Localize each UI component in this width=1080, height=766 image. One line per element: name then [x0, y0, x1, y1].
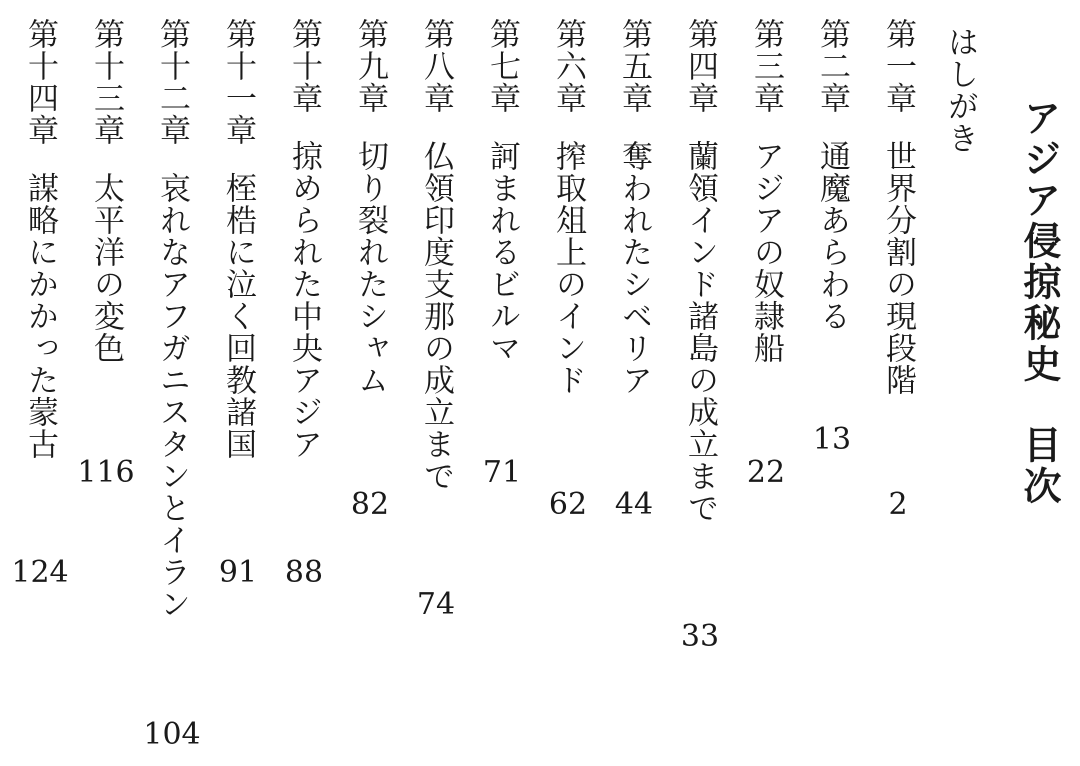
page-number: 74: [416, 587, 456, 622]
page-number: 82: [350, 487, 390, 522]
toc-entry: [143, 18, 201, 752]
chapter-title: 奪われたシベリア: [616, 140, 652, 396]
toc-entry: [612, 18, 656, 522]
chapter-number: 第三章: [748, 18, 784, 114]
chapter-title: 哀れなアフガニスタンとイラン: [154, 172, 190, 620]
toc-heading: 目次: [1017, 425, 1061, 507]
chapter-title: 謀略にかかった蒙古: [22, 172, 58, 460]
chapter-number: 第八章: [418, 18, 454, 114]
toc-entry: [77, 18, 135, 490]
page-number: 91: [218, 555, 258, 590]
page-number: 13: [812, 422, 852, 457]
chapter-title: 仏領印度支那の成立まで: [418, 140, 454, 492]
chapter-number: 第十章: [286, 18, 322, 114]
chapter-number: 第四章: [682, 18, 718, 114]
chapter-number: 第五章: [616, 18, 652, 114]
toc-entry: [414, 18, 458, 622]
chapter-title: 蘭領インド諸島の成立まで: [682, 140, 718, 524]
page-number: 88: [284, 555, 324, 590]
toc-entry: [216, 18, 260, 590]
toc-entry: [282, 18, 326, 590]
chapter-title: 切り裂れたシャム: [352, 140, 388, 396]
toc-entry: [480, 18, 524, 490]
toc-entry: [678, 18, 722, 654]
chapter-title: 桎梏に泣く回教諸国: [220, 172, 256, 460]
chapter-title: 通魔あらわる: [814, 140, 850, 332]
toc-entry: [810, 18, 854, 457]
page-number: 62: [548, 487, 588, 522]
toc-entry-preface: [938, 18, 982, 154]
page-number: 104: [143, 717, 201, 752]
chapter-title: はしがき: [942, 26, 978, 154]
chapter-number: 第十四章: [22, 18, 58, 146]
page-number: 124: [11, 555, 69, 590]
chapter-title: 太平洋の変色: [88, 172, 124, 364]
page-number: 2: [888, 487, 908, 522]
chapter-title: 搾取俎上のインド: [550, 140, 586, 396]
chapter-number: 第十一章: [220, 18, 256, 146]
chapter-number: 第六章: [550, 18, 586, 114]
toc-entry: [876, 18, 920, 522]
page-number: 44: [614, 487, 654, 522]
page-number: 116: [77, 455, 135, 490]
toc-entry: [546, 18, 590, 522]
chapter-number: 第十二章: [154, 18, 190, 146]
chapter-title: 世界分割の現段階: [880, 140, 916, 396]
chapter-number: 第十三章: [88, 18, 124, 146]
chapter-title: アジアの奴隷船: [748, 140, 784, 364]
chapter-number: 第七章: [484, 18, 520, 114]
book-title: アジア侵掠秘史: [1017, 98, 1061, 385]
chapter-number: 第二章: [814, 18, 850, 114]
page-number: 22: [746, 455, 786, 490]
chapter-title: 掠められた中央アジア: [286, 140, 322, 460]
chapter-number: 第一章: [880, 18, 916, 114]
toc-entry: [744, 18, 788, 490]
chapter-number: 第九章: [352, 18, 388, 114]
toc-entry: [11, 18, 69, 590]
page-number: 33: [680, 619, 720, 654]
page-number: 71: [482, 455, 522, 490]
chapter-title: 訶まれるビルマ: [484, 140, 520, 364]
toc-entry: [348, 18, 392, 522]
